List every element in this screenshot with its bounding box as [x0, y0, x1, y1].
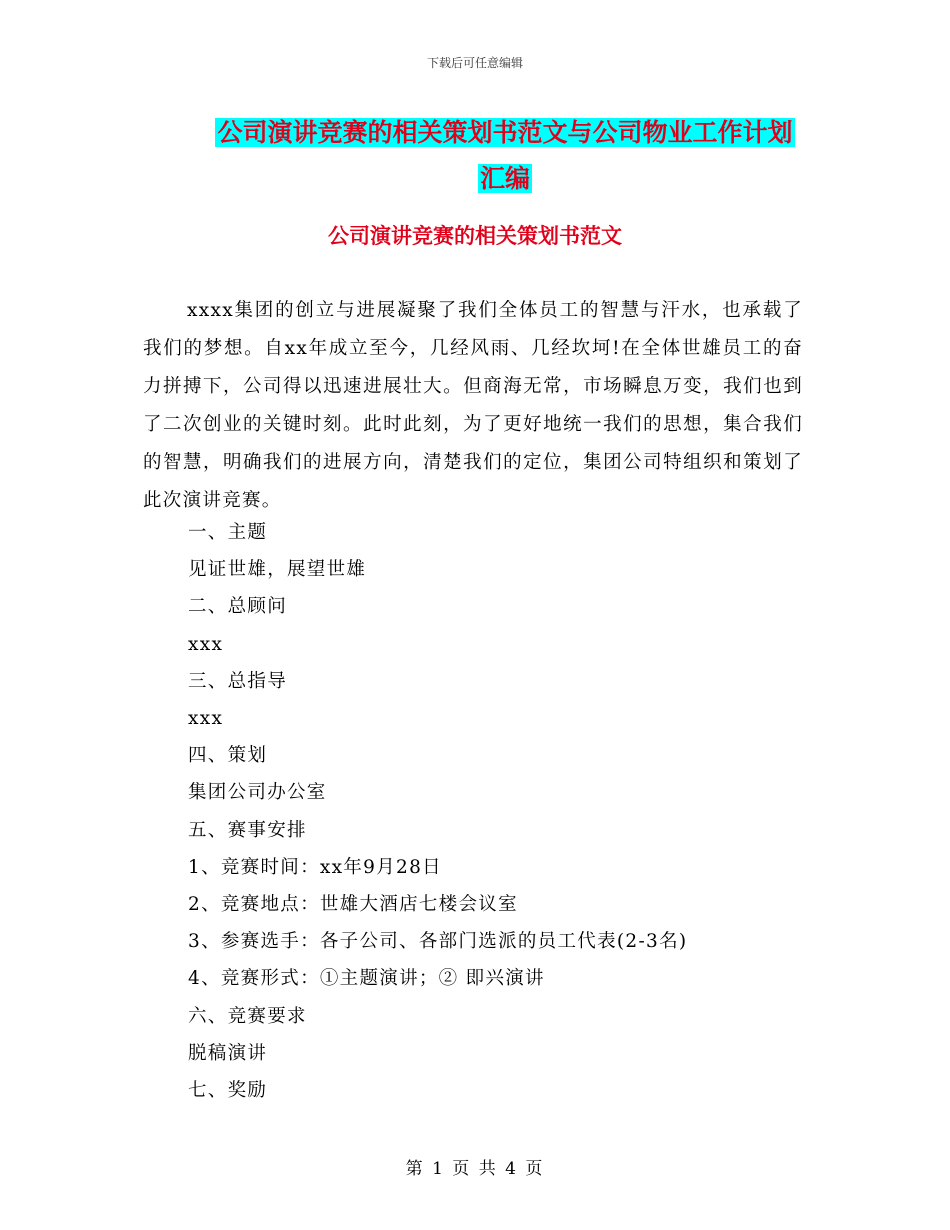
heading-rewards: 七、奖励 [188, 1080, 268, 1102]
theme-text: 见证世雄，展望世雄 [188, 559, 367, 581]
document-title-line-2: 汇编 [479, 164, 530, 193]
header-note: 下载后可任意编辑 [426, 56, 523, 70]
schedule-participants: 3、参赛选手：各子公司、各部门选派的员工代表(2-3名) [188, 931, 688, 953]
schedule-location: 2、竞赛地点：世雄大酒店七楼会议室 [188, 894, 518, 916]
planning-text: 集团公司办公室 [188, 782, 327, 804]
document-title-line-1: 公司演讲竞赛的相关策划书范文与公司物业工作计划 [217, 118, 793, 147]
requirements-text: 脱稿演讲 [188, 1042, 268, 1064]
director-text: xxx [188, 708, 224, 730]
content-lines [188, 514, 687, 1109]
heading-theme: 一、主题 [188, 522, 268, 543]
heading-director: 三、总指导 [188, 670, 288, 692]
schedule-time: 1、竞赛时间：xx年9月28日 [188, 856, 442, 878]
intro-paragraph: xxxx集团的创立与进展凝聚了我们全体员工的智慧与汗水，也承载了我们的梦想。自xx年成立至今，几经风雨、几经坎坷!在全体世雄员工的奋力拼搏下，公司得以迅速进展壮大。但商海无常，市场瞬息万变，我们也到了二次创业的关键时刻。此时此刻，为了更好地统一我们的思想，集合我们的智慧，明确我们的进展方向，清楚我们的定位，集团公司特组织和策划了此次演讲竞赛。 [143, 300, 803, 511]
heading-requirements: 六、竞赛要求 [188, 1005, 307, 1027]
document-title [195, 110, 815, 202]
heading-schedule: 五、赛事安排 [188, 819, 307, 841]
heading-advisor: 二、总顾问 [188, 596, 288, 618]
schedule-format: 4、竞赛形式：①主题演讲；② 即兴演讲 [188, 968, 545, 990]
advisor-text: xxx [188, 633, 224, 655]
section-title: 公司演讲竞赛的相关策划书范文 [328, 224, 622, 248]
page-indicator: 第 1 页 共 4 页 [405, 1159, 545, 1179]
heading-planning: 四、策划 [188, 745, 268, 767]
